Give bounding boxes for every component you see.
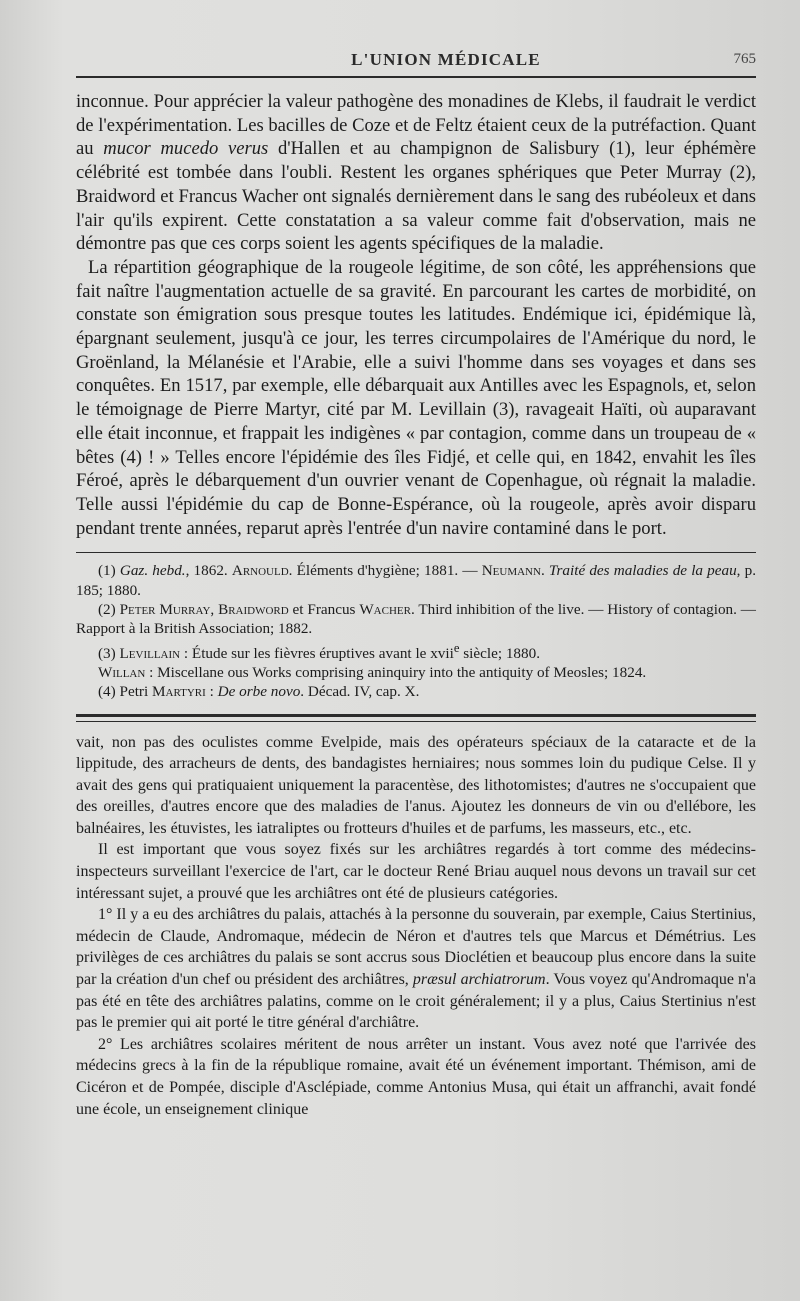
feuilleton-rule-bottom — [76, 721, 756, 722]
feuilleton-rule-top — [76, 714, 756, 717]
feuilleton-body — [76, 732, 776, 1121]
article-paragraph: La répartition géographique de la rougeole légitime, de son côté, les appréhensions que fait naître l'augmentation actuelle de sa gravité. En parcourant les cartes de morbidité, on constate son émigration sous presque toutes les latitudes. Endémique ici, épidémique là, épargnant seulement, jusqu'à ce jour, les terres circumpolaires de l'Amérique du nord, le Groënland, la Mélanésie et l'Arabie, elle a suivi l'homme dans ses voyages et dans ses conquêtes. En 1517, par exemple, elle débarquait aux Antilles avec les Espagnols, et, selon le témoignage de Pierre Martyr, cité par M. Levillain (3), ravageait Haïti, où auparavant elle était inconnue, et frappait les indigènes « par contagion, comme dans un troupeau de « bêtes (4) ! » Telles encore l'épidémie des îles Fidjé, et celle qui, en 1842, envahit les îles Féroé, après le débarquement d'un ouvrier venant de Copenhague, où régnait la maladie. Telle aussi l'épidémie du cap de Bonne-Espérance, où la rougeole, après avoir disparu pendant trente années, reparut après l'entrée d'un navire contaminé dans le port. — [76, 256, 756, 539]
footnote-separator — [76, 552, 756, 553]
header-rule — [76, 76, 756, 78]
footnote-1: (1) Gaz. hebd., 1862. Arnould. Éléments d'hygiène; 1881. — Neumann. Traité des maladies de la peau, p. 185; 1880. — [76, 562, 757, 599]
feuilleton-paragraph: vait, non pas des oculistes comme Evelpide, mais des opérateurs spéciaux de la cataracte et de la lippitude, des arracheurs de dents, des bandagistes herniaires; nous sommes loin du pudique Celse. Il y avait des gens qui pratiquaient uniquement la paracentèse, des lithotomistes; d'autres ne s'occupaient que des oreilles, d'autres encore que des maladies de l'anus. Ajoutez les donneurs de vin ou d'ellébore, les balnéaires, les étuvistes, les iatraliptes ou frotteurs d'huiles et de parfums, les masseurs, etc., etc. — [76, 733, 756, 837]
feuilleton-paragraph: 2° Les archiâtres scolaires méritent de nous arrêter un instant. Vous avez noté que l'arrivée des médecins grecs à la fin de la république romaine, avait été un événement important. Thémison, ami de Cicéron et de Pompée, disciple d'Asclépiade, comme Antonius Musa, qui était un affranchi, avait fondé une école, un enseignement clinique — [76, 1035, 756, 1118]
feuilleton-paragraph: Il est important que vous soyez fixés sur les archiâtres regardés à tort comme des médecins-inspecteurs surveillant l'exercice de l'art, car le docteur René Briau auquel nous devons un travail sur cet intéressant sujet, a prouvé que les archiâtres ont été de plusieurs catégories. — [76, 841, 756, 902]
feuilleton-paragraph: 1° Il y a eu des archiâtres du palais, attachés à la personne du souverain, par exemple, Caius Stertinius, médecin de Claude, Andromaque, médecin de Néron et d'autres tels que Marcus et Démétrius. Les privilèges de ces archiâtres du palais se sont accrus sous Dioclétien et beaucoup plus encore dans la suite par la création d'un chef ou président des archiâtres, præsul archiatrorum. Vous voyez qu'Andromaque n'a pas été en tête des archiâtres palatins, comme on le croit généralement; il y a plus, Caius Stertinius n'est pas le premier qui ait porté le titre général d'archiâtre. — [76, 906, 757, 1032]
article-paragraph: inconnue. Pour apprécier la valeur pathogène des monadines de Klebs, il faudrait le verdict de l'expérimentation. Les bacilles de Coze et de Feltz étaient ceux de la putréfaction. Quant au mucor mucedo verus d'Hallen et au champignon de Salisbury (1), leur éphémère célébrité est tombée dans l'oubli. Restent les organes sphériques que Peter Murray (2), Braidword et Francus Wacher ont signalés dernièrement dans le sang des rubéoleux et dans l'air qu'ils expirent. Cette constatation a sa valeur comme fait d'observation, mais ne démontre pas que ces corps soient les agents spécifiques de la maladie. — [76, 91, 756, 255]
footnote-2: (2) Peter Murray, Braidword et Francus Wacher. Third inhibition of the live. — History of contagion. — Rapport à la British Association; 1882. — [76, 600, 756, 638]
article-body — [76, 90, 776, 540]
footnote-3: (3) Levillain : Étude sur les fièvres éruptives avant le xvii$^e$ siècle; 1880. — [98, 640, 541, 662]
running-header — [76, 30, 776, 70]
page-number: 765 — [733, 51, 756, 67]
footnotes — [76, 561, 776, 701]
footnote-3-continued: Willan : Miscellane ous Works comprising aninquiry into the antiquity of Meosles; 1824. — [98, 663, 647, 681]
journal-title: L'UNION MÉDICALE — [351, 50, 541, 69]
footnote-4: (4) Petri Martyri : De orbe novo. Décad. IV, cap. X. — [98, 683, 420, 701]
